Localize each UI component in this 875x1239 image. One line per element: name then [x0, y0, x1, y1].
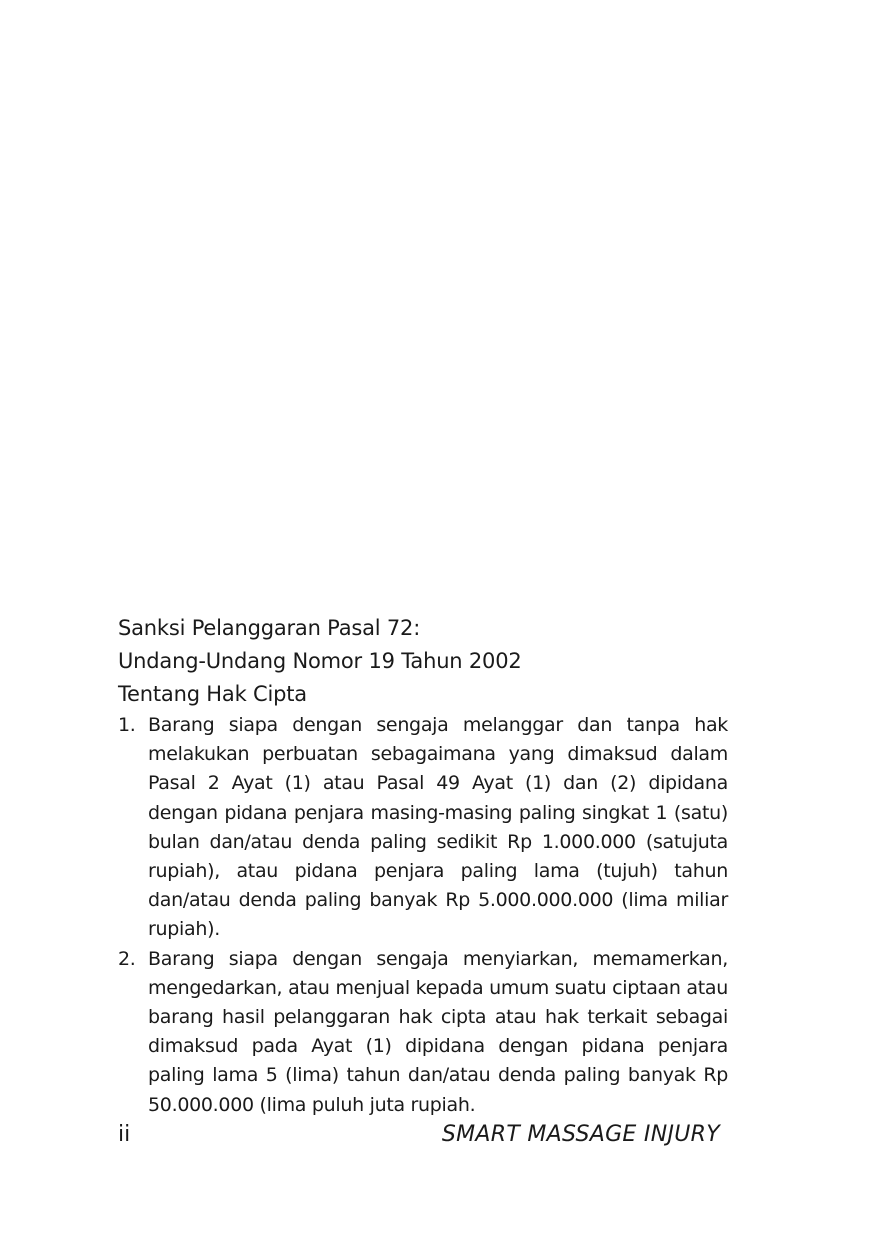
law-subject: Tentang Hak Cipta: [118, 682, 307, 706]
list-item: [118, 711, 728, 945]
sanction-heading: Sanksi Pelanggaran Pasal 72:: [118, 616, 421, 640]
page-footer: [118, 1119, 720, 1151]
list-item: [118, 945, 728, 1120]
list-item-number: 1.: [118, 714, 136, 736]
list-item-text: Barang siapa dengan sengaja melanggar dan tanpa hak melakukan perbuatan sebagaimana yang dimaksud dalam Pasal 2 Ayat (1) atau Pasal 49 Ayat (1) dan (2) dipidana dengan pidana penjara masing-masing paling singkat 1 (satu) bulan dan/atau denda paling sedikit Rp 1.000.000 (satujuta rupiah), atau pidana penjara paling lama (tujuh) tahun dan/atau denda paling banyak Rp 5.000.000.000 (lima miliar rupiah).: [148, 714, 728, 941]
copyright-sanction-block: [118, 612, 728, 1120]
page-number: ii: [118, 1122, 131, 1147]
sanction-list: [118, 711, 728, 1120]
book-title: SMART MASSAGE INJURY: [441, 1122, 720, 1147]
list-item-number: 2.: [118, 947, 136, 970]
law-title: Undang-Undang Nomor 19 Tahun 2002: [118, 649, 522, 673]
list-item-text: Barang siapa dengan sengaja menyiarkan, memamerkan, mengedarkan, atau menjual kepada umum suatu ciptaan atau barang hasil pelanggaran hak cipta atau hak terkait sebagai dimaksud pada Ayat (1) dipidana dengan pidana penjara paling lama 5 (lima) tahun dan/atau denda paling banyak Rp 50.000.000 (lima puluh juta rupiah.: [148, 947, 728, 1116]
